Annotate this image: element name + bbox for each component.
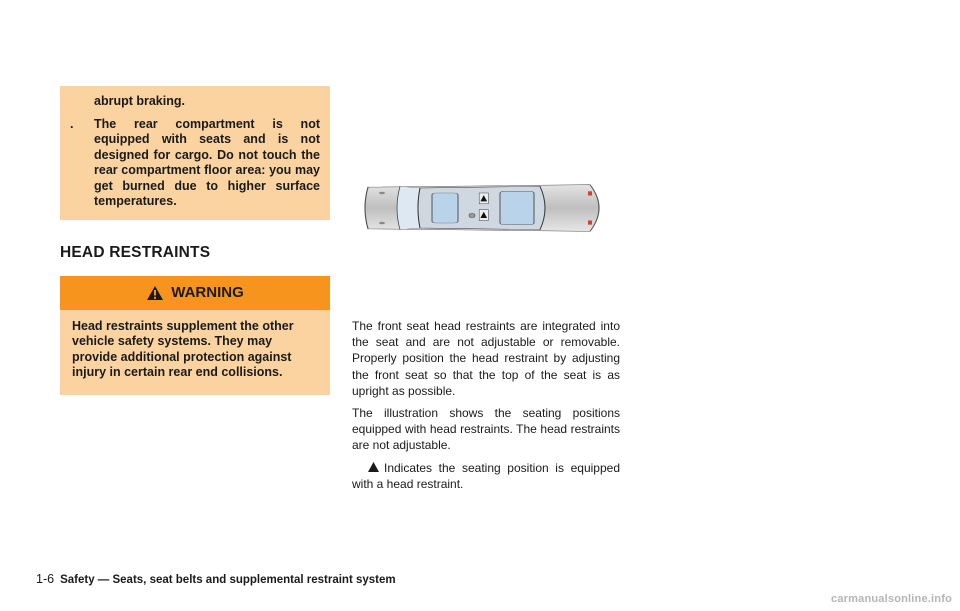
left-column xyxy=(60,86,330,395)
body-paragraph-3 xyxy=(352,460,620,492)
bullet-dot: . xyxy=(70,116,74,131)
body-text xyxy=(352,318,620,498)
page-footer xyxy=(36,572,396,586)
warning-title: WARNING xyxy=(171,284,244,301)
warning-body: Head restraints supplement the other vehicle safety systems. They may provide additional protection against injury in certain rear end collisions. xyxy=(60,310,330,395)
caution-box xyxy=(60,86,330,220)
footer-title: Safety — Seats, seat belts and supplemental restraint system xyxy=(60,574,396,586)
caution-continuation: abrupt braking. xyxy=(94,94,185,108)
page-number: 1-6 xyxy=(36,572,55,586)
warning-box xyxy=(60,276,330,395)
body-paragraph-1: The front seat head restraints are integrated into the seat and are not adjustable or removable. Properly position the head restraint by adjusting the front seat so that the top of the seat is as upright as possible. xyxy=(352,319,620,398)
car-top-view-head-restraint-icon xyxy=(360,128,610,288)
body-paragraph-2: The illustration shows the seating positions equipped with head restraints. The head restraints are not adjustable. xyxy=(352,406,620,453)
section-heading: HEAD RESTRAINTS xyxy=(60,243,211,261)
caution-bullet xyxy=(70,117,320,210)
legend-text: Indicates the seating position is equipped with a head restraint. xyxy=(352,460,620,491)
warning-header xyxy=(60,276,330,310)
warning-triangle-icon xyxy=(146,285,164,301)
watermark: carmanualsonline.info xyxy=(831,593,952,605)
caution-bullet-text: The rear compartment is not equipped with seats and is not designed for cargo. Do not touch the rear compartment floor area: you may get burned due to higher surface temperatures. xyxy=(94,116,320,208)
head-restraint-triangle-icon xyxy=(368,462,379,472)
